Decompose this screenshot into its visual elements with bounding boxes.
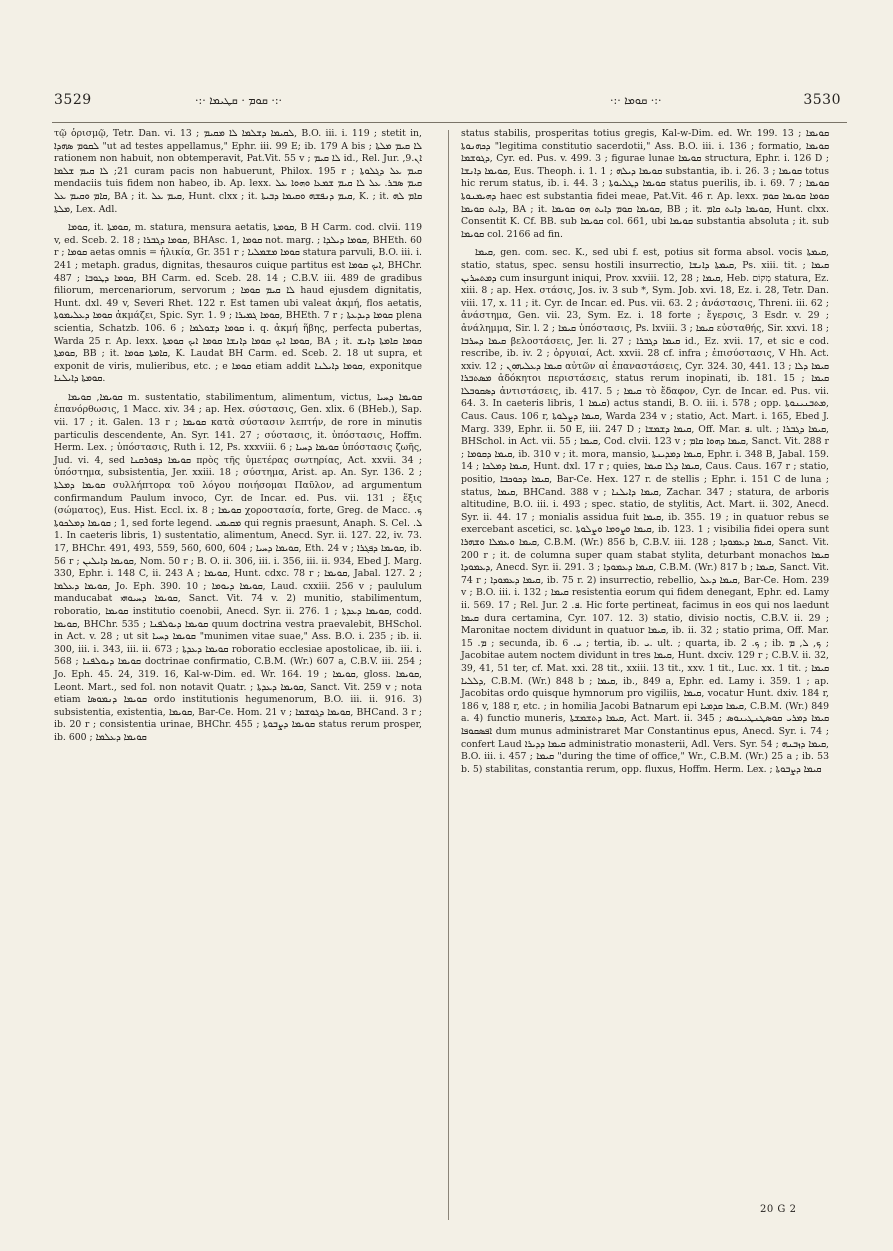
entry-paragraph: τῷ ὁρισμῷ, Tetr. Dan. vi. 13 ; ܠܩܝܡܐ ܕܫܠܡܐ ܠܐ ܡܩܝܡ, B.O. iii. i. 119 ; stetit in, ܠܩܘܡ ܣܗܕܐ "ut ad testes appellamus," Ephr. iii. 99 E; ib. 179 A bis ; ܠܐ ܩܝܡ ܡܠܬܐ rationem non habuit, non obtemperavit, Pat.Vit. 55 v ; ܠܐ ܩܝܡ id., Rel. Jur. ܐܢ.9, 21; ܠܐ ܩܝܡ ܫܠܡܐ curam pacis non habuerunt, Philox. 195 r ; ܩܝܡ ܥܠ ܕܓܠܘܬܐ mendaciis tuis fidem non habeo, ib. Ap. lexx. ܩܝܡ ܣܒܪ. ܥܠ ܠܐ ܩܝܡ ܫܡܥܐ ܘܗܘܐ ܥܠ ܩܐܡ ܘܩܝܡ ܥܠ, BA ; it. ܩܝܡ ܥܠ, Hunt. clxx ; it. ܩܝܡ ܕܢܦܫܗ ܘܩܝܡܐ ܕܒܝܬܐ, K. ; it. ܩܐܡ ܠܗ ܡܠܬܐ, Lex. Adl. bbox=[54, 128, 422, 215]
entry-paragraph: status stabilis, prosperitas totius gregis, Kal-w-Dim. ed. Wr. 199. 13 ; ܩܘܝܡܐ ܕܟܗܢܘܬܐ "legitima constitutio sacerdotii," Ass. B.O. iii. i. 136 ; formatio, ܩܘܝܡܐ ܕܓܘܫܡܐ, Cyr. ed. Pus. v. 499. 3 ; figurae lunae ܩܘܝܡܐ structura, Ephr. i. 126 D ; ܩܘܝܡܐ ܕܐܢܫܐ, Eus. Theoph. i. 1. 1 ; ܩܘܝܡܐ ܕܝܠܗ substantia, ib. i. 26. 3 ; ܩܘܝܡܐ totus hic rerum status, ib. i. 44. 3 ; ܩܘܝܡܐ ܕܛܠܝܘܬܐ status puerilis, ib. i. 69. 7 ; ܩܘܝܡܐ ܕܗܝܡܢܘܬܐ haec est substantia fidei meae, Pat.Vit. 46 r. Ap. lexx. ܩܘܡܐ ܩܘܝܡܐ ܩܘܡ ܕܐܝܬ ܩܘܝܡܐ, BA ; it. ܩܘܝܡܐ ܩܘܡ ܕܐܝܬ ܗܘ ܩܘܝܡܐ, BB ; it. ܩܘܝܡܐ ܕܐܝܬ ܩܐܡ, Hunt. clxx. Consentit K. Cf. BB. sub ܩܘܝܡܐ col. 661, ubi ܩܘܝܡܐ substantia absoluta ; it. sub ܩܘܝܡܐ col. 2166 ad fin. bbox=[461, 128, 829, 240]
right-page-number: 3530 bbox=[803, 92, 841, 108]
entry-paragraph: ܩܘܝܡܐ, ܩܘܝܡܐ m. sustentatio, stabilimentum, alimentum, victus, ܩܘܝܡܐ ܕܚܝܐ ἐπανόρθωσις, 1 Macc. xiv. 34 ; ap. Hex. σύστασις, Gen. xlix. 6 (BHeb.), Sap. vii. 17 ; it. Galen. 13 r ; ܩܘܝܡܐ κατὰ σύστασιν λεπτήν, de rore in minutis particulis descendente, An. Syr. 141. 27 ; σύστασις, it. ὑπόστασις, Hoffm. Herm. Lex. ; ὑπόστασις, Ruth i. 12, Ps. xxxviii. 6 ; ܩܘܝܡܐ ܕܚܝܐ ὑπόστασις ζωῆς, Jud. vi. 4, sed ܩܘܝܡܐ ܕܦܘܪܩܢܐ πρὸς τῆς ὑμετέρας σωτηρίας, Act. xxvii. 34 ; ὑπόστημα, subsistentia, Jer. xxiii. 18 ; σύστημα, Arist. ap. An. Syr. 136. 2 ; ܩܘܝܡܐ ܕܡܠܬܐ συλλήπτορα τοῦ λόγου ποιήσομαι Παῦλον, ad argumentum confirmandum Paulum invoco, Cyr. de Incar. ed. Pus. vii. 131 ; ἕξις (σώματος), Eus. Hist. Eccl. ix. 8 ; ܩܘܝܡܐ χοροστασία, forte, Greg. de Macc. ܟ. 1 ; ܩܘܝܡܐ ܕܡܠܟܘܬܐ, sed forte legend. ܡܩܝܡܝ qui regnis praesunt, Anaph. S. Cel. ܠ. 1. In caeteris libris, 1) sustentatio, alimentum, Anecd. Syr. ii. 127. 22, iv. 73. 17, BHChr. 491, 493, 559, 560, 600, 604 ; ܩܘܝܡܐ ܕܚܝܐ, Eth. 24 v ; ܩܘܝܡܐ ܕܦܓܪܐ, ib. 56 r ; ܩܘܝܡܐ ܕܐܝܠܝܢ, Nom. 50 r ; B. O. ii. 306, iii. i. 356, iii. ii. 934, Ebed J. Marg. 330, Ephr. i. 148 C, ii. 243 A ; ܩܘܝܡܐ, Hunt. cdxc. 78 r ; ܩܘܝܡܐ, Jabal. 127. 2 ; ܩܘܝܡܐ ܕܥܠܡܐ, Jo. Eph. 390. 10 ; ܩܘܝܡܐ ܕܝܘܡܐ, Laud. cxxiii. 256 v ; paululum manducabat ܩܘܝܡܐ ܕܚܝܘܗܝ, Sanct. Vit. 74 v. 2) munitio, stabilimentum, roboratio, ܩܘܝܡܐ institutio coenobii, Anecd. Syr. ii. 276. 1 ; ܩܘܝܡܐ ܕܥܕܬܐ, codd. ܩܘܝܡܐ, BHChr. 535 ; ܩܘܝܡܐ ܕܝܘܠܦܢܐ quum doctrina vestra praevalebit, BHSchol. in Act. v. 28 ; ut sit ܩܘܝܡܐ ܕܚܝܐ "munimen vitae suae," Ass. B.O. i. 235 ; ib. ii. 300, iii. i. 343, iii. ii. 673 ; ܩܘܝܡܐ ܕܥܕܬܐ roboratio ecclesiae apostolicae, ib. iii. i. 568 ; ܩܘܝܡܐ ܕܝܘܠܦܢܐ doctrinae confirmatio, C.B.M. (Wr.) 607 a, C.B.V. iii. 254 ; Jo. Eph. 45. 24, 319. 16, Kal-w-Dim. ed. Wr. 164. 19 ; ܩܘܝܡܐ, gloss. ܩܘܝܡܐ, Leont. Mart., sed fol. non notavit Quatr. ; ܩܘܝܡܐ ܕܥܕܬܐ, Sanct. Vit. 259 v ; nota etiam ܩܘܝܡܐ ܕܢܡܘܣܐ ordo institutionis hegumenorum, B.O. iii. ii. 916. 3) subsistentia, existentia, ܩܘܝܡܐ, Bar-Ce. Hom. 21 v ; ܩܘܝܡܐ ܕܓܘܫܡܐ, BHCand. 3 r ; ib. 20 r ; consistentia urinae, BHChr. 455 ; ܩܘܝܡܐ ܕܨܒܘܬܐ status rerum prosper, ib. 600 ; ܩܘܝܡܐ ܕܥܠܡܐ bbox=[54, 391, 423, 743]
page-header bbox=[0, 0, 893, 120]
left-page-number: 3529 bbox=[54, 92, 92, 108]
signature-mark: 20 G 2 bbox=[760, 1204, 797, 1215]
entry-paragraph: ܩܝܡܐ, gen. com. sec. K., sed ubi f. est, potius sit forma absol. vocis ܩܝܡܬܐ, statio, status, spec. sensu hostili insurrectio, ܩܝܡܬܐ ܕܐܢܫܐ, Ps. xiii. tit. ; ܩܝܡܐ ܕܡܬܚܪܝܢ cum insurgunt iniqui, Prov. xxviii. 12, 28 ; ܩܝܡܐ, Heb. מְקוֹם statura, Ez. xiii. 8 ; ap. Hex. στάσις, Jos. iv. 3 sub *, Sym. Job. xvi. 18, Ez. i. 28, Tetr. Dan. viii. 17, x. 11 ; it. Cyr. de Incar. ed. Pus. vii. 63. 2 ; ἀνάστασις, Threni. iii. 62 ; ἀνάστημα, Gen. vii. 23, Sym. Ez. i. 18 forte ; ἔγερσις, 3 Esdr. v. 29 ; ἀνάλημμα, Sir. l. 2 ; ܩܝܡܐ ὑπόστασις, Ps. lxviii. 3 ; ܩܝܡܐ εὐσταθής, Sir. xxvi. 18 ; ܩܝܡܐ ܕܚܪܒܐ βελοστάσεις, Jer. li. 27 ; ܩܝܡܐ ܕܓܒܪܐ id., Ez. xvii. 17, et sic e cod. rescribe, ib. iv. 2 ; ὀργυιαί, Act. xxvii. 28 cf. infra ; ἐπισύστασις, V Hh. Act. xxiv. 12 ; ܩܝܡܐ ܕܥܠܝܗܘܢ αὐτῶν αἱ ἐπαναστάσεις, Cyr. 324. 30, 441. 13 ; ܩܝܡܐ ܕܠܐ ܡܣܬܒܪܐ ἀδόκητοι περιστάσεις, status rerum inopinati, ib. 181. 15 ; ܩܝܡܐ ܕܣܩܘܒܠܐ ἀντιστάσεις, ib. 417. 5 ; ܩܝܡܐ τὸ ἔδαφον, Cyr. de Incar. ed. Pus. vii. 64. 3. In caeteris libris, ܩܝܡܐ 1) actus standi, B. O. iii. i. 578 ; opp. ܡܬܒܢܝܢܘܬܐ, Caus. Caus. 106 r, ܩܝܡܐ ܕܨܠܘܬܐ, Warda 234 v ; statio, Act. Mart. i. 165, Ebed J. Marg. 339, Ephr. ii. 50 E, iii. 247 D ; ܩܝܡܐ ܕܫܡܫܐ, Off. Mar. ܦ. ult. ; ܩܝܡܐ ܕܓܒܪܐ, BHSchol. in Act. vii. 55 ; ܩܝܡܐ, Cod. clvii. 123 v ; ܩܝܡܐ ܕܗܘܐ ܩܐܡ, Sanct. Vit. 288 r ; ܩܝܡܐ ܕܩܘܡܐ, ib. 310 v ; it. mora, mansio, ܩܝܡܐ ܕܡܕܝܢܬܐ, Ephr. i. 348 B, Jabal. 159. 14 ; ܩܝܡܐ ܕܡܠܟܐ, Hunt. dxl. 17 r ; quies, ܩܝܡܐ ܕܠܐ ܩܝܡܐ, Caus. Caus. 167 r ; statio, positio, ܩܝܡܐ ܕܟܘܟܒܐ, Bar-Ce. Hex. 127 r. de stellis ; Ephr. i. 151 C de luna ; status, ܩܝܡܐ, BHCand. 388 v ; ܩܝܡܐ ܕܐܝܠܢܐ, Zachar. 347 ; statura, de arboris altitudine, B.O. iii. i. 493 ; spec. statio, de stylitis, Act. Mart. ii. 302, Anecd. Syr. ii. 44. 17 ; monialis assidua fuit ܩܝܡܐ, ib. 355. 19 ; in quatuor rebus se exercebant ascetici, sc. ܩܝܡܐ ܘܨܘܡܐ ܘܨܠܘܬܐ, ib. 123. 1 ; visibilia fidei opera sunt ܩܝܡܐ ܘܥܡܠܐ ܘܫܗܪܐ, C.B.M. (Wr.) 856 b, C.B.V. iii. 128 ; ܩܝܡܐ ܕܥܡܘܕܐ, Sanct. Vit. 200 r ; it. de columna super quam stabat stylita, deturbant monachos ܩܝܡܐ ܕܥܡܘܕܐ, Anecd. Syr. ii. 291. 3 ; ܩܝܡܐ ܕܥܡܘܕܐ, C.B.M. (Wr.) 817 b ; ܩܝܡܐ, Sanct. Vit. 74 r ; ܩܝܡܐ ܕܥܡܘܕܐ, ib. 75 r. 2) insurrectio, rebellio, ܩܝܡܐ ܕܥܠ, Bar-Ce. Hom. 239 v ; B.O. iii. i. 132 ; ܩܝܡܐ resistentia eorum qui fidem denegant, Ephr. ed. Lamy ii. 569. 17 ; Rel. Jur. ܦ. 2. Hic forte pertineat, facimus in eos qui nos laedunt ܩܝܡܐ dura certamina, Cyr. 107. 12. 3) statio, divisio noctis, C.B.V. ii. 29 ; Maronitae noctem dividunt in quatuor ܩܝܡܐ, ib. ii. 32 ; statio prima, Off. Mar. ܡ. 15 ; secunda, ib. ܝ. 6 ; tertia, ib. ܝ. ult. ; quarta, ib. ܟ. 2 ; ib. ܟ, ܠ, ܡ ; Jacobitae autem noctem dividunt in tres ܩܝܡܐ, Hunt. dxciv. 129 r ; C.B.V. ii. 32, 39, 41, 51 ter, cf. Mat. xxi. 28 tit., xxiii. 13 tit., xxv. 1 tit., Luc. xx. 1 tit. ; ܩܝܡܐ ܕܠܠܝܐ, C.B.M. (Wr.) 848 b ; ܩܝܡܐ, ib., 849 a, Ephr. ed. Lamy i. 359. 1 ; ap. Jacobitas ordo quisque hymnorum pro vigiliis, ܩܝܡܐ, vocatur Hunt. dxiv. 184 r, 186 v, 188 r, etc. ; in homilia Jacobi Batnarum epi ܩܝܡܐ ܩܕܡܝܐ, C.B.M. (Wr.) 849 a. 4) functio muneris, ܩܝܡܐ ܕܬܫܡܫܬܐ, Act. Mart. ii. 345 ; ܩܝܡܐ ܕܡܪܝ ܩܘܣܛܢܛܝܢܘܣ ܐܦܣܩܘܦܐ dum munus administraret Mar Constantinus epus, Anecd. Syr. i. 74 ; confert Laud ܩܝܡܐ ܕܕܝܪܐ administratio monasterii, Adl. Vers. Syr. 54 ; ܩܝܡܐ ܕܙܒܢܗ, B.O. iii. i. 457 ; ܩܝܡܐ "during the time of office," Wr., C.B.M. (Wr.) 25 a ; ib. 53 b. 5) stabilitas, constantia rerum, opp. fluxus, Hoffm. Herm. Lex. ; ܩܝܡܐ ܕܨܒܘܬܐ bbox=[461, 247, 830, 775]
left-column bbox=[54, 128, 422, 751]
header-rule bbox=[52, 122, 847, 123]
entry-paragraph: ܩܘܡܐ, it. ܩܘܡܬܐ, m. statura, mensura aetatis, ܩܘܡܬܐ, B H Carm. cod. clvii. 119 v, ed. Sceb. 2. 18 ; ܩܘܡܐ ܕܓܒܪܐ, BHAsc. 1, ܩܘܡܐ not. marg. ; ܩܘܡܐ ܕܝܠܕܐ, BHEth. 60 r ; ܩܘܡܐ aetas omnis = ἡλικία, Gr. 351 r ; ܩܘܡܐ ܡܫܡܠܝܐ statura parvuli, B.O. iii. i. 241 ; metaph. gradus, dignitas, thesauros cuique partitus est ܐܝܟ ܩܘܡܐ, BHChr. 487 ; ܩܘܡܐ ܕܛܘܒܐ, BH Carm. ed. Sceb. 28. 14 ; C.B.V. iii. 489 de gradibus filiorum, mercenariorum, servorum ; ܠܐ ܩܝܡ ܩܘܡܐ haud ejusdem dignitatis, Hunt. dxl. 49 v, Severi Rhet. 122 r. Est tamen ubi valeat ἀκμή, flos aetatis, ܩܘܡܐ ܕܥܠܝܡܘܬܐ ἀκμάζει, Spic. Syr. 1. 9 ; ܩܘܡܐ ܓܡܝܪܐ, BHEth. 7 r ; ܩܘܡܐ ܕܝܕܥܬܐ plena scientia, Schatzb. 106. 6 ; ܩܘܡܐ ܕܫܘܠܡܐ i. q. ἀκμή ἥβης, perfecta pubertas, Warda 25 r. Ap. lexx. ܩܘܡܐ ܐܝܟ ܩܘܡܐ ܕܐܢܫܐ ܩܘܡܐ ܐܝܟ ܩܘܡܬܐ, BA ; it. ܩܘܡܐ ܩܐܡܬܐ ܕܐܢܫ ܩܘܡܬܐ, BB ; it. ܩܐܡܬܐ ܩܘܡܐ, K. Laudat BH Carm. ed. Sceb. 2. 18 ut supra, et exponit de viris, mulieribus, etc. ; e ܩܘܡܐ etiam addit ܩܘܡܐ ܕܐܝܠܢܐ, exponitque ܩܘܡܬܐ ܕܐܝܠܢܐ. bbox=[54, 222, 423, 385]
right-column bbox=[461, 128, 829, 782]
column-divider bbox=[448, 130, 449, 1220]
right-running-head: ·:· ܩܘܡܐ ·:· bbox=[610, 94, 662, 107]
left-running-head: ·:· ܩܘܡ · ܩܛܝܡܐ ·:· bbox=[195, 94, 283, 107]
